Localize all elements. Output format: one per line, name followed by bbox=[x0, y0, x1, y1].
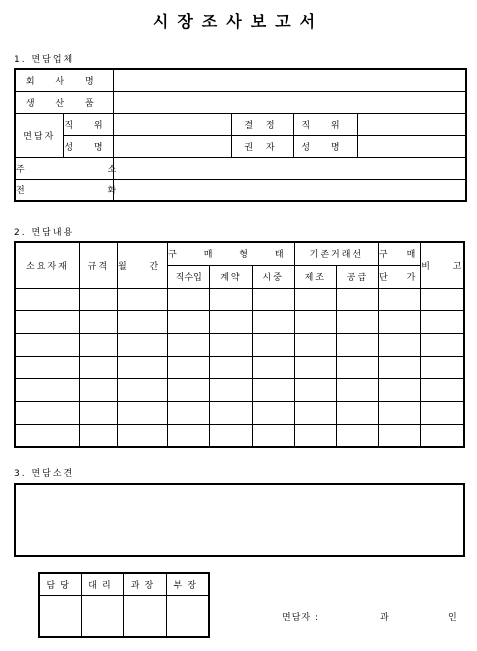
content-rows bbox=[15, 288, 464, 447]
table-cell[interactable] bbox=[15, 379, 79, 402]
table-cell[interactable] bbox=[252, 311, 294, 334]
table-cell[interactable] bbox=[168, 333, 210, 356]
col-existing-header: 기존거래선 bbox=[294, 242, 378, 265]
table-cell[interactable] bbox=[210, 379, 252, 402]
document-title: 시장조사보고서 bbox=[152, 12, 325, 31]
sub-unit-price-header: 단 가 bbox=[379, 265, 421, 288]
table-cell[interactable] bbox=[421, 356, 464, 379]
table-cell[interactable] bbox=[252, 379, 294, 402]
interviewee-position-label: 직 위 bbox=[63, 113, 113, 135]
table-cell[interactable] bbox=[117, 311, 167, 334]
table-cell[interactable] bbox=[336, 401, 378, 424]
table-cell[interactable] bbox=[421, 424, 464, 447]
sub-import-header: 직수입 bbox=[168, 265, 210, 288]
table-cell[interactable] bbox=[79, 311, 117, 334]
table-cell[interactable] bbox=[336, 333, 378, 356]
table-cell[interactable] bbox=[252, 424, 294, 447]
section-1-heading: 1. 면담업체 bbox=[14, 55, 75, 65]
table-cell[interactable] bbox=[168, 288, 210, 311]
table-cell[interactable] bbox=[294, 401, 336, 424]
table-cell[interactable] bbox=[79, 356, 117, 379]
table-row bbox=[15, 333, 464, 356]
table-cell[interactable] bbox=[294, 379, 336, 402]
table-cell[interactable] bbox=[117, 401, 167, 424]
approval-label-director: 부장 bbox=[166, 573, 209, 595]
table-cell[interactable] bbox=[252, 401, 294, 424]
table-cell[interactable] bbox=[336, 288, 378, 311]
table-cell[interactable] bbox=[252, 288, 294, 311]
sub-manufacture-header: 제조 bbox=[294, 265, 336, 288]
table-cell[interactable] bbox=[294, 288, 336, 311]
table-cell[interactable] bbox=[117, 333, 167, 356]
table-cell[interactable] bbox=[15, 333, 79, 356]
table-cell[interactable] bbox=[379, 311, 421, 334]
table-cell[interactable] bbox=[79, 288, 117, 311]
table-cell[interactable] bbox=[421, 379, 464, 402]
content-table bbox=[14, 241, 472, 448]
table-cell[interactable] bbox=[210, 311, 252, 334]
section-2-heading: 2. 면담내용 bbox=[14, 228, 75, 238]
table-row bbox=[15, 288, 464, 311]
decision-name-field[interactable] bbox=[357, 135, 466, 157]
table-cell[interactable] bbox=[421, 311, 464, 334]
phone-field[interactable] bbox=[113, 179, 466, 201]
table-cell[interactable] bbox=[15, 401, 79, 424]
table-cell[interactable] bbox=[252, 333, 294, 356]
approval-label-assistant-manager: 대리 bbox=[81, 573, 123, 595]
company-name-label: 회 사 명 bbox=[15, 69, 113, 91]
table-cell[interactable] bbox=[117, 424, 167, 447]
approval-sign-staff[interactable] bbox=[39, 595, 81, 637]
table-cell[interactable] bbox=[336, 356, 378, 379]
table-cell[interactable] bbox=[421, 333, 464, 356]
table-cell[interactable] bbox=[210, 424, 252, 447]
col-spec-header: 규격 bbox=[79, 242, 117, 288]
company-name-field[interactable] bbox=[113, 69, 466, 91]
table-cell[interactable] bbox=[210, 333, 252, 356]
address-label: 주 소 bbox=[15, 157, 113, 179]
approval-label-staff: 담당 bbox=[39, 573, 81, 595]
product-label: 생 산 품 bbox=[15, 91, 113, 113]
table-cell[interactable] bbox=[379, 333, 421, 356]
table-cell[interactable] bbox=[379, 379, 421, 402]
table-cell[interactable] bbox=[421, 288, 464, 311]
phone-label: 전 화 bbox=[15, 179, 113, 201]
table-cell[interactable] bbox=[336, 379, 378, 402]
table-cell[interactable] bbox=[379, 288, 421, 311]
sub-contract-header: 계약 bbox=[210, 265, 252, 288]
table-cell[interactable] bbox=[168, 311, 210, 334]
table-cell[interactable] bbox=[117, 356, 167, 379]
col-purchase-price-header: 구 매 bbox=[379, 242, 421, 265]
company-table bbox=[14, 68, 467, 202]
decision-name-label: 성 명 bbox=[293, 135, 357, 157]
table-cell[interactable] bbox=[168, 401, 210, 424]
table-cell[interactable] bbox=[210, 356, 252, 379]
col-material-header: 소요자재 bbox=[15, 242, 79, 288]
table-row bbox=[15, 424, 464, 447]
table-cell[interactable] bbox=[210, 401, 252, 424]
table-cell[interactable] bbox=[336, 424, 378, 447]
table-cell[interactable] bbox=[15, 311, 79, 334]
table-row bbox=[15, 311, 464, 334]
table-cell[interactable] bbox=[379, 424, 421, 447]
table-cell[interactable] bbox=[79, 379, 117, 402]
interviewee-name-field[interactable] bbox=[113, 135, 231, 157]
approval-table bbox=[38, 572, 210, 638]
table-cell[interactable] bbox=[379, 356, 421, 379]
dept-label: 과 bbox=[380, 613, 389, 623]
table-cell[interactable] bbox=[379, 401, 421, 424]
table-row bbox=[15, 379, 464, 402]
table-cell[interactable] bbox=[15, 356, 79, 379]
interviewer-label: 면담자 : bbox=[282, 613, 319, 623]
interviewee-label: 면담자 bbox=[15, 113, 63, 157]
table-cell[interactable] bbox=[15, 424, 79, 447]
table-cell[interactable] bbox=[117, 288, 167, 311]
sub-market-header: 시중 bbox=[252, 265, 294, 288]
approval-sign-assistant-manager[interactable] bbox=[81, 595, 123, 637]
seal-label: 인 bbox=[448, 613, 457, 623]
table-cell[interactable] bbox=[294, 333, 336, 356]
decision-position-field[interactable] bbox=[357, 113, 466, 135]
address-field[interactable] bbox=[113, 157, 466, 179]
section-3-heading: 3. 면담소견 bbox=[14, 469, 75, 479]
decision-label-2: 권 자 bbox=[231, 135, 293, 157]
decision-label-1: 결 정 bbox=[231, 113, 293, 135]
approval-sign-director[interactable] bbox=[166, 595, 209, 637]
table-cell[interactable] bbox=[79, 424, 117, 447]
table-cell[interactable] bbox=[168, 356, 210, 379]
interviewee-position-field[interactable] bbox=[113, 113, 231, 135]
table-row bbox=[15, 401, 464, 424]
opinion-box[interactable] bbox=[14, 483, 465, 557]
product-field[interactable] bbox=[113, 91, 466, 113]
table-cell[interactable] bbox=[210, 288, 252, 311]
interviewee-name-label: 성 명 bbox=[63, 135, 113, 157]
table-cell[interactable] bbox=[294, 356, 336, 379]
decision-position-label: 직 위 bbox=[293, 113, 357, 135]
table-cell[interactable] bbox=[79, 333, 117, 356]
table-cell[interactable] bbox=[294, 424, 336, 447]
table-row bbox=[15, 356, 464, 379]
col-monthly-header: 월 간 bbox=[117, 242, 167, 288]
sub-supply-header: 공급 bbox=[336, 265, 378, 288]
approval-sign-manager[interactable] bbox=[123, 595, 166, 637]
col-note-header: 비 고 bbox=[421, 242, 464, 288]
table-cell[interactable] bbox=[336, 311, 378, 334]
table-cell[interactable] bbox=[252, 356, 294, 379]
table-cell[interactable] bbox=[168, 424, 210, 447]
approval-label-manager: 과장 bbox=[123, 573, 166, 595]
table-cell[interactable] bbox=[79, 401, 117, 424]
table-cell[interactable] bbox=[294, 311, 336, 334]
table-cell[interactable] bbox=[421, 401, 464, 424]
table-cell[interactable] bbox=[15, 288, 79, 311]
col-purchase-header: 구 매 형 태 bbox=[168, 242, 295, 265]
table-cell[interactable] bbox=[168, 379, 210, 402]
table-cell[interactable] bbox=[117, 379, 167, 402]
